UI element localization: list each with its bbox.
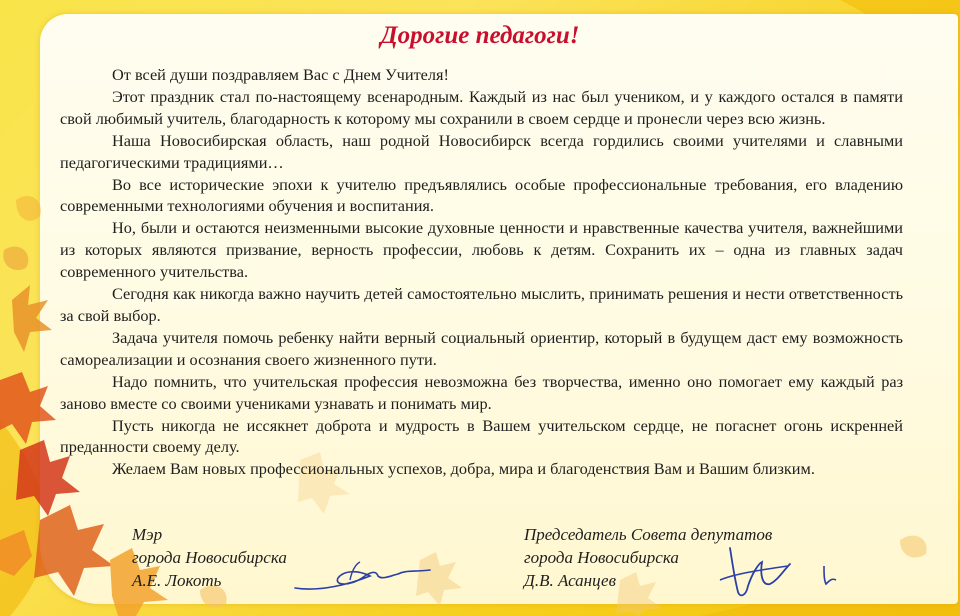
signer-city: города Новосибирска [132,548,287,567]
signer-name: Д.В. Асанцев [524,571,616,590]
paragraph: Задача учителя помочь ребенку найти верный социальный ориентир, который в будущем даст ему возможность самореализации и осознания своего жизненного пути. [60,327,903,369]
paragraph: Но, были и остаются неизменными высокие духовные ценности и нравственные качества учителя, важнейшими из которых являются призвание, верность профессии, любовь к детям. Сохранить их – одна из главных задач современного учительства. [60,218,903,282]
mayor-handwritten-signature [290,540,440,600]
paragraph: Пусть никогда не иссякнет доброта и мудрость в Вашем учительском сердце, не погаснет огонь искренней преданности своему делу. [60,415,903,457]
greeting-body [60,64,903,480]
chairman-handwritten-signature [700,540,850,610]
paragraph: Этот праздник стал по-настоящему всенародным. Каждый из нас был учеником, и у каждого остался в памяти свой любимый учитель, благодарность к которому мы сохранили в своем сердце и пронесли через всю жизнь. [60,86,903,128]
signer-position: Председатель Совета депутатов [524,525,773,544]
signer-name: А.Е. Локоть [132,571,222,590]
signer-position: Мэр [132,525,163,544]
signer-city: города Новосибирска [524,548,679,567]
paragraph: От всей души поздравляем Вас с Днем Учителя! [112,65,449,84]
mayor-signature-block [132,523,287,592]
page-title: Дорогие педагоги! [380,22,580,49]
paragraph: Наша Новосибирская область, наш родной Новосибирск всегда гордились своими учителями и славными педагогическими традициями… [60,130,903,172]
paragraph: Надо помнить, что учительская профессия невозможна без творчества, именно оно помогает ему каждый раз заново вместе со своими учениками узнавать и понимать мир. [60,371,903,413]
paragraph: Желаем Вам новых профессиональных успехов, добра, мира и благоденствия Вам и Вашим близким. [112,459,815,479]
paragraph: Во все исторические эпохи к учителю предъявлялись особые профессиональные требования, его владению современными технологиями обучения и воспитания. [60,174,903,216]
paragraph: Сегодня как никогда важно научить детей самостоятельно мыслить, принимать решения и нести ответственность за свой выбор. [60,284,903,325]
